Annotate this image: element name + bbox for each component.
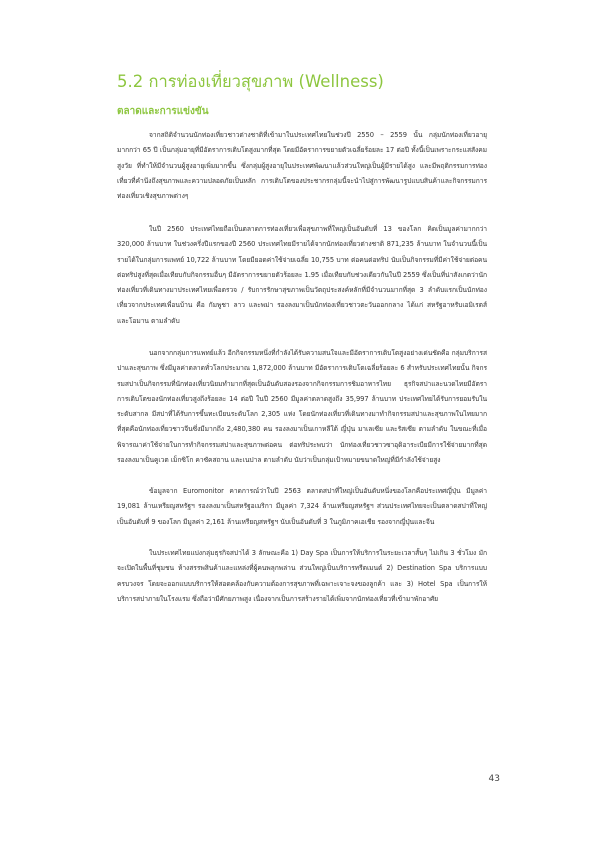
paragraph-elderly-tourism: จากสถิติจำนวนนักท่องเที่ยวชาวต่างชาติที่เข้ามาในประเทศไทยในช่วงปี 2550 – 2559 นั้น กลุ่มนักท่องเที่ยวอายุมากกว่า 65 ปี เป็นกลุ่มอายุที่มีอัตราการเติบโตสูงมากที่สุด โดยมีอัตราการขยายตัวเฉลี่ยร้อยละ 17 ต่อปี ทั้งนี้เป็นเพราะกระแสสังคมสูงวัย ที่ทำให้มีจำนวนผู้สูงอายุเพิ่มมากขึ้น ซึ่งกลุ่มผู้สูงอายุในประเทศพัฒนาแล้วส่วนใหญ่เป็นผู้มีรายได้สูง และมีพฤติกรรมการท่องเที่ยวที่คำนึงถึงสุขภาพและความปลอดภัยเป็นหลัก การเติบโตของประชากรกลุ่มนี้จะนำไปสู่การพัฒนารูปแบบสินค้าและกิจกรรมการท่องเที่ยวเชิงสุขภาพต่างๆ <box>117 131 487 201</box>
page-number: 43 <box>488 774 500 784</box>
section-title: 5.2 การท่องเที่ยวสุขภาพ (Wellness) <box>117 72 384 91</box>
paragraph-euromonitor-forecast: ข้อมูลจาก Euromonitor คาดการณ์ว่าในปี 2563 ตลาดสปาที่ใหญ่เป็นอันดับหนึ่งของโลกคือประเทศญี่ปุ่น มีมูลค่า 19,081 ล้านเหรียญสหรัฐฯ รองลงมาเป็นสหรัฐอเมริกา มีมูลค่า 7,324 ล้านเหรียญสหรัฐฯ ส่วนประเทศไทยจะเป็นตลาดสปาที่ใหญ่เป็นอันดับที่ 9 ของโลก มีมูลค่า 2,161 ล้านเหรียญสหรัฐฯ นับเป็นอันดับที่ 3 ในภูมิภาคเอเชีย รองจากญี่ปุ่นและจีน <box>117 487 487 526</box>
paragraph-spa-wellness: นอกจากกลุ่มการแพทย์แล้ว อีกกิจกรรมหนึ่งที่กำลังได้รับความสนใจและมีอัตราการเติบโตสูงอย่างเด่นชัดคือ กลุ่มบริการสปาและสุขภาพ ซึ่งมีมูลค่าตลาดทั่วโลกประมาณ 1,872,000 ล้านบาท มีอัตราการเติบโตเฉลี่ยร้อยละ 6 สำหรับประเทศไทยนั้น กิจกรรมสปาเป็นกิจกรรมที่นักท่องเที่ยวนิยมทำมากที่สุดเป็นอันดับสองรองจากกิจกรรมการชิมอาหารไทย ธุรกิจสปาและนวดไทยมีอัตราการเติบโตของนักท่องเที่ยวสูงถึงร้อยละ 14 ต่อปี ในปี 2560 มีมูลค่าตลาดสูงถึง 35,997 ล้านบาท ประเทศไทยได้รับการยอมรับในระดับสากล มีสปาที่ได้รับการขึ้นทะเบียนระดับโลก 2,305 แห่ง โดยนักท่องเที่ยวที่เดินทางมาทำกิจกรรมสปาและสุขภาพในไทยมากที่สุดคือนักท่องเที่ยวชาวจีนซึ่งมีมากถึง 2,480,380 คน รองลงมาเป็นเกาหลีใต้ ญี่ปุ่น มาเลเซีย และรัสเซีย ตามลำดับ ในขณะที่เมื่อพิจารณาค่าใช้จ่ายในการทำกิจกรรมสปาและสุขภาพต่อคน ต่อทริประพบว่า นักท่องเที่ยวชาวซาอุดิอาระเบียมีการใช้จ่ายมากที่สุด รองลงมาเป็นคูเวต เม็กซิโก คาซัคสถาน และเนปาล ตามลำดับ นับว่าเป็นกลุ่มเป้าหมายขนาดใหญ่ที่มีกำลังใช้จ่ายสูง <box>117 349 487 465</box>
paragraph-thai-health-market: ในปี 2560 ประเทศไทยถือเป็นตลาดการท่องเที่ยวเพื่อสุขภาพที่ใหญ่เป็นอันดับที่ 13 ของโลก คิดเป็นมูลค่ามากกว่า 320,000 ล้านบาท ในช่วงครึ่งปีแรกของปี 2560 ประเทศไทยมีรายได้จากนักท่องเที่ยวต่างชาติ 871,235 ล้านบาท ในจำนวนนี้เป็นรายได้ในกลุ่มการแพทย์ 10,722 ล้านบาท โดยมียอดค่าใช้จ่ายเฉลี่ย 10,755 บาท ต่อคนต่อทริป นับเป็นกิจกรรมที่มีค่าใช้จ่ายต่อคนต่อทริปสูงที่สุดเมื่อเทียบกับกิจกรรมอื่นๆ มีอัตราการขยายตัวร้อยละ 1.95 เมื่อเทียบกับช่วงเดียวกันในปี 2559 ซึ่งเป็นที่น่าสังเกตว่านักท่องเที่ยวที่เดินทางมาประเทศไทยเพื่อตรวจ / รับการรักษาสุขภาพเป็นวัตถุประสงค์หลักที่มีจำนวนมากที่สุด 3 ลำดับแรกเป็นนักท่องเที่ยวจากประเทศเพื่อนบ้าน คือ กัมพูชา ลาว และพม่า รองลงมาเป็นนักท่องเที่ยวชาวตะวันออกกลาง ได้แก่ สหรัฐอาหรับเอมิเรตส์ และโอมาน ตามลำดับ <box>117 225 487 325</box>
section-subtitle: ตลาดและการแข่งขัน <box>117 106 209 117</box>
paragraph-spa-types: ในประเทศไทยแบ่งกลุ่มธุรกิจสปาได้ 3 ลักษณะคือ 1) Day Spa เป็นการให้บริการในระยะเวลาสั้นๆ ไม่เกิน 3 ชั่วโมง มักจะเปิดในพื้นที่ชุมชน ห้างสรรพสินค้าและแหล่งที่ผู้คนพลุกพล่าน ส่วนใหญ่เป็นบริการทรีตเมนต์ 2) Destination Spa บริการแบบครบวงจร โดยจะออกแบบบริการให้สอดคล้องกับความต้องการสุขภาพที่เฉพาะเจาะจงของลูกค้า และ 3) Hotel Spa เป็นการให้บริการสปาภายในโรงแรม ซึ่งถือว่ามีศักยภาพสูง เนื่องจากเป็นการสร้างรายได้เพิ่มจากนักท่องเที่ยวที่เข้ามาพักอาศัย <box>117 549 487 603</box>
